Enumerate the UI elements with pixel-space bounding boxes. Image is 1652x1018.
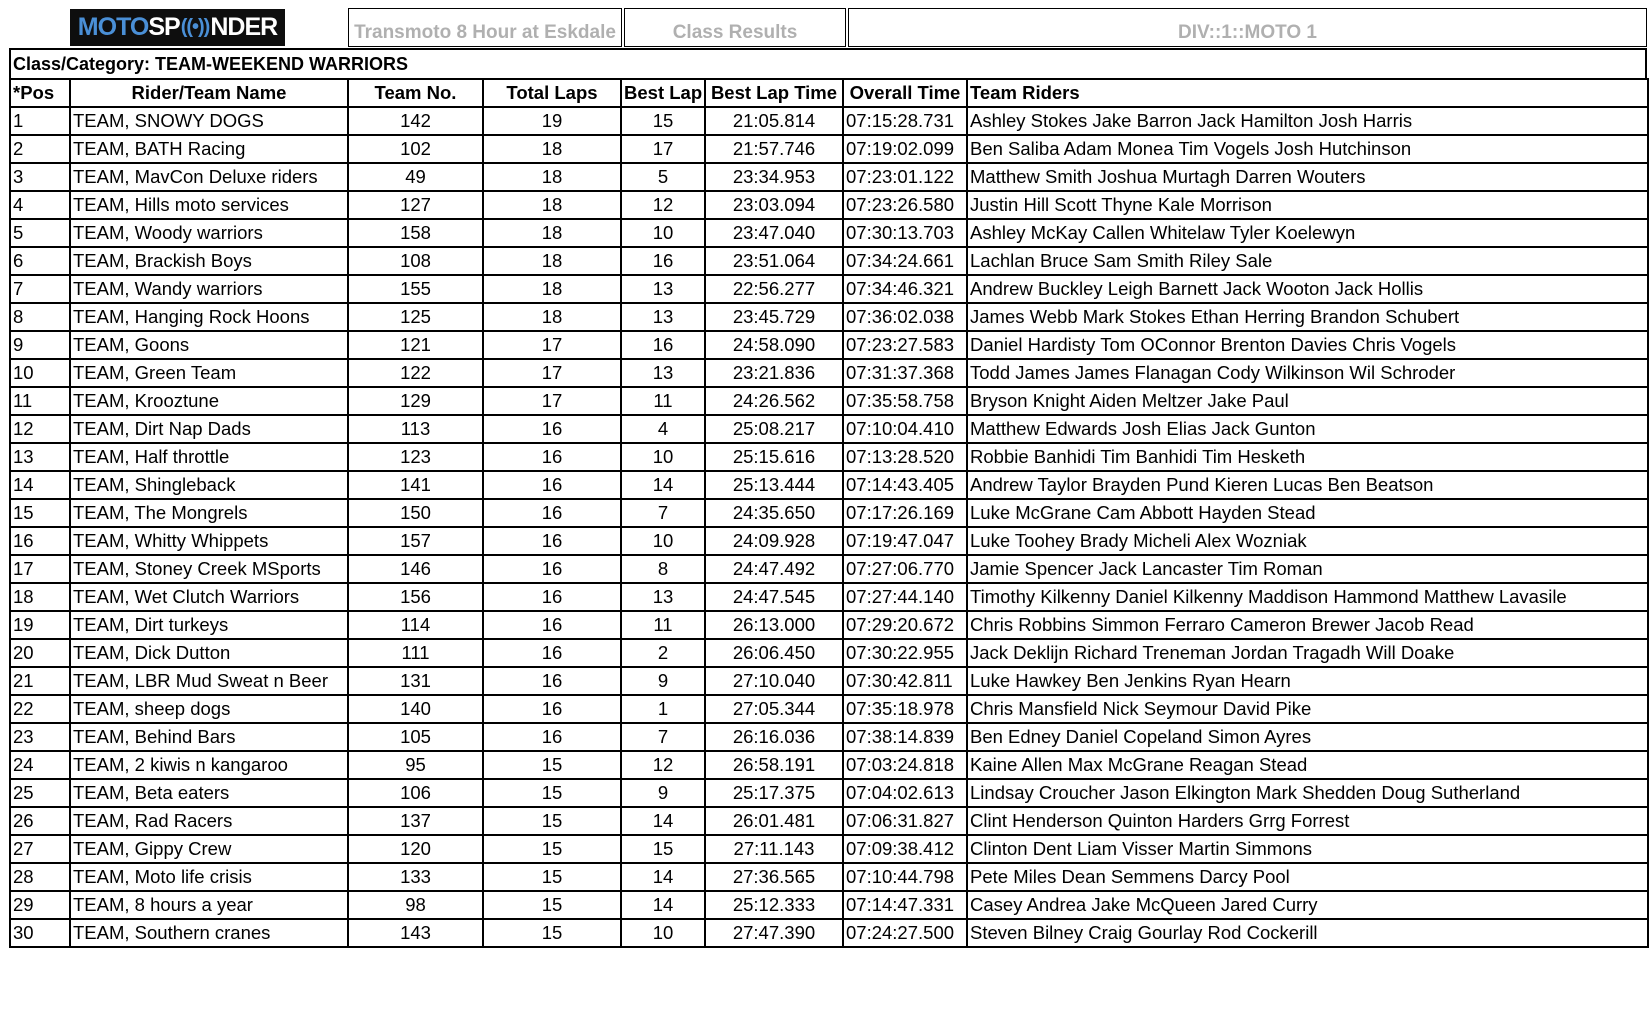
- cell-best-lap: 11: [621, 387, 705, 415]
- cell-best-lap: 13: [621, 583, 705, 611]
- cell-team-name: TEAM, 8 hours a year: [70, 891, 348, 919]
- motosponder-logo: [70, 9, 285, 46]
- cell-team-riders: Ben Edney Daniel Copeland Simon Ayres: [967, 723, 1648, 751]
- cell-pos: 17: [10, 555, 70, 583]
- cell-team-no: 102: [348, 135, 483, 163]
- cell-team-name: TEAM, MavCon Deluxe riders: [70, 163, 348, 191]
- cell-best-lap: 7: [621, 499, 705, 527]
- table-row: [10, 807, 1648, 835]
- cell-overall-time: 07:04:02.613: [843, 779, 967, 807]
- cell-team-name: TEAM, Green Team: [70, 359, 348, 387]
- cell-team-name: TEAM, Krooztune: [70, 387, 348, 415]
- cell-team-riders: Matthew Smith Joshua Murtagh Darren Wouters: [967, 163, 1648, 191]
- cell-team-no: 141: [348, 471, 483, 499]
- cell-team-no: 140: [348, 695, 483, 723]
- table-row: [10, 695, 1648, 723]
- cell-team-no: 131: [348, 667, 483, 695]
- cell-pos: 7: [10, 275, 70, 303]
- cell-team-riders: Ben Saliba Adam Monea Tim Vogels Josh Hutchinson: [967, 135, 1648, 163]
- division-title: DIV::1::MOTO 1: [1178, 22, 1317, 43]
- cell-team-no: 137: [348, 807, 483, 835]
- cell-overall-time: 07:30:42.811: [843, 667, 967, 695]
- cell-team-riders: Daniel Hardisty Tom OConnor Brenton Davies Chris Vogels: [967, 331, 1648, 359]
- cell-overall-time: 07:35:58.758: [843, 387, 967, 415]
- cell-overall-time: 07:17:26.169: [843, 499, 967, 527]
- cell-team-no: 150: [348, 499, 483, 527]
- cell-pos: 1: [10, 107, 70, 135]
- cell-total-laps: 16: [483, 695, 621, 723]
- col-team-riders: Team Riders: [967, 79, 1648, 107]
- cell-team-no: 155: [348, 275, 483, 303]
- cell-overall-time: 07:14:43.405: [843, 471, 967, 499]
- event-title: Transmoto 8 Hour at Eskdale: [354, 22, 616, 43]
- table-row: [10, 163, 1648, 191]
- cell-overall-time: 07:09:38.412: [843, 835, 967, 863]
- cell-team-riders: Lindsay Croucher Jason Elkington Mark Shedden Doug Sutherland: [967, 779, 1648, 807]
- cell-overall-time: 07:36:02.038: [843, 303, 967, 331]
- cell-best-lap: 14: [621, 863, 705, 891]
- cell-total-laps: 16: [483, 639, 621, 667]
- cell-best-lap: 10: [621, 443, 705, 471]
- cell-best-lap-time: 27:36.565: [705, 863, 843, 891]
- cell-team-name: TEAM, The Mongrels: [70, 499, 348, 527]
- table-row: [10, 499, 1648, 527]
- cell-team-name: TEAM, Beta eaters: [70, 779, 348, 807]
- cell-team-name: TEAM, Goons: [70, 331, 348, 359]
- cell-pos: 23: [10, 723, 70, 751]
- cell-overall-time: 07:06:31.827: [843, 807, 967, 835]
- cell-team-riders: Luke McGrane Cam Abbott Hayden Stead: [967, 499, 1648, 527]
- cell-best-lap-time: 27:47.390: [705, 919, 843, 947]
- cell-team-name: TEAM, SNOWY DOGS: [70, 107, 348, 135]
- cell-pos: 9: [10, 331, 70, 359]
- cell-team-riders: Justin Hill Scott Thyne Kale Morrison: [967, 191, 1648, 219]
- cell-team-riders: Pete Miles Dean Semmens Darcy Pool: [967, 863, 1648, 891]
- cell-team-riders: Timothy Kilkenny Daniel Kilkenny Maddison Hammond Matthew Lavasile: [967, 583, 1648, 611]
- cell-best-lap: 8: [621, 555, 705, 583]
- cell-team-no: 114: [348, 611, 483, 639]
- col-best-lap-time: Best Lap Time: [705, 79, 843, 107]
- cell-team-no: 98: [348, 891, 483, 919]
- cell-team-no: 129: [348, 387, 483, 415]
- cell-team-name: TEAM, Whitty Whippets: [70, 527, 348, 555]
- cell-team-name: TEAM, Wandy warriors: [70, 275, 348, 303]
- cell-pos: 2: [10, 135, 70, 163]
- table-row: [10, 303, 1648, 331]
- table-row: [10, 359, 1648, 387]
- cell-overall-time: 07:14:47.331: [843, 891, 967, 919]
- cell-team-name: TEAM, Moto life crisis: [70, 863, 348, 891]
- cell-team-no: 127: [348, 191, 483, 219]
- cell-best-lap: 13: [621, 275, 705, 303]
- cell-team-name: TEAM, 2 kiwis n kangaroo: [70, 751, 348, 779]
- cell-total-laps: 18: [483, 163, 621, 191]
- table-row: [10, 583, 1648, 611]
- cell-pos: 24: [10, 751, 70, 779]
- table-row: [10, 723, 1648, 751]
- cell-total-laps: 15: [483, 891, 621, 919]
- cell-team-no: 123: [348, 443, 483, 471]
- cell-best-lap: 10: [621, 919, 705, 947]
- col-best-lap: Best Lap: [621, 79, 705, 107]
- cell-team-no: 157: [348, 527, 483, 555]
- cell-total-laps: 16: [483, 667, 621, 695]
- cell-pos: 10: [10, 359, 70, 387]
- cell-pos: 21: [10, 667, 70, 695]
- cell-team-name: TEAM, Hills moto services: [70, 191, 348, 219]
- cell-team-no: 125: [348, 303, 483, 331]
- cell-overall-time: 07:19:02.099: [843, 135, 967, 163]
- cell-team-no: 106: [348, 779, 483, 807]
- cell-total-laps: 17: [483, 359, 621, 387]
- cell-team-no: 158: [348, 219, 483, 247]
- cell-best-lap: 12: [621, 751, 705, 779]
- cell-best-lap-time: 26:06.450: [705, 639, 843, 667]
- class-category-label: Class/Category: TEAM-WEEKEND WARRIORS: [9, 48, 1647, 78]
- cell-best-lap: 7: [621, 723, 705, 751]
- cell-total-laps: 15: [483, 835, 621, 863]
- cell-overall-time: 07:30:22.955: [843, 639, 967, 667]
- report-title: Class Results: [672, 22, 798, 43]
- cell-team-riders: Bryson Knight Aiden Meltzer Jake Paul: [967, 387, 1648, 415]
- cell-team-no: 133: [348, 863, 483, 891]
- cell-best-lap-time: 25:17.375: [705, 779, 843, 807]
- cell-best-lap-time: 26:58.191: [705, 751, 843, 779]
- cell-total-laps: 15: [483, 863, 621, 891]
- cell-overall-time: 07:27:44.140: [843, 583, 967, 611]
- cell-overall-time: 07:13:28.520: [843, 443, 967, 471]
- cell-team-name: TEAM, BATH Racing: [70, 135, 348, 163]
- logo-text-moto: MOTO: [77, 13, 149, 41]
- cell-pos: 13: [10, 443, 70, 471]
- cell-pos: 12: [10, 415, 70, 443]
- table-row: [10, 527, 1648, 555]
- cell-pos: 11: [10, 387, 70, 415]
- cell-best-lap: 14: [621, 891, 705, 919]
- cell-total-laps: 16: [483, 611, 621, 639]
- cell-team-riders: Luke Toohey Brady Micheli Alex Wozniak: [967, 527, 1648, 555]
- cell-best-lap: 14: [621, 471, 705, 499]
- cell-best-lap: 9: [621, 667, 705, 695]
- cell-overall-time: 07:15:28.731: [843, 107, 967, 135]
- cell-team-no: 143: [348, 919, 483, 947]
- cell-best-lap: 2: [621, 639, 705, 667]
- cell-team-riders: Chris Robbins Simmon Ferraro Cameron Brewer Jacob Read: [967, 611, 1648, 639]
- cell-team-name: TEAM, Wet Clutch Warriors: [70, 583, 348, 611]
- event-title-cell: [348, 8, 622, 47]
- cell-best-lap-time: 24:47.492: [705, 555, 843, 583]
- division-cell: [848, 8, 1647, 47]
- cell-total-laps: 18: [483, 135, 621, 163]
- cell-team-riders: Luke Hawkey Ben Jenkins Ryan Hearn: [967, 667, 1648, 695]
- cell-team-no: 95: [348, 751, 483, 779]
- cell-best-lap-time: 21:05.814: [705, 107, 843, 135]
- cell-overall-time: 07:29:20.672: [843, 611, 967, 639]
- cell-team-name: TEAM, Shingleback: [70, 471, 348, 499]
- cell-total-laps: 15: [483, 919, 621, 947]
- cell-team-no: 142: [348, 107, 483, 135]
- cell-overall-time: 07:34:24.661: [843, 247, 967, 275]
- table-row: [10, 919, 1648, 947]
- cell-best-lap: 5: [621, 163, 705, 191]
- cell-best-lap: 10: [621, 219, 705, 247]
- table-row: [10, 107, 1648, 135]
- table-row: [10, 191, 1648, 219]
- cell-team-no: 108: [348, 247, 483, 275]
- cell-total-laps: 16: [483, 443, 621, 471]
- cell-best-lap-time: 23:21.836: [705, 359, 843, 387]
- cell-team-riders: Robbie Banhidi Tim Banhidi Tim Hesketh: [967, 443, 1648, 471]
- col-total-laps: Total Laps: [483, 79, 621, 107]
- cell-best-lap-time: 25:08.217: [705, 415, 843, 443]
- cell-pos: 25: [10, 779, 70, 807]
- cell-pos: 16: [10, 527, 70, 555]
- cell-best-lap-time: 26:01.481: [705, 807, 843, 835]
- cell-overall-time: 07:38:14.839: [843, 723, 967, 751]
- table-row: [10, 835, 1648, 863]
- cell-overall-time: 07:34:46.321: [843, 275, 967, 303]
- cell-team-riders: Andrew Taylor Brayden Pund Kieren Lucas Ben Beatson: [967, 471, 1648, 499]
- cell-best-lap-time: 23:51.064: [705, 247, 843, 275]
- cell-best-lap-time: 26:13.000: [705, 611, 843, 639]
- cell-team-riders: Clint Henderson Quinton Harders Grrg Forrest: [967, 807, 1648, 835]
- cell-overall-time: 07:23:26.580: [843, 191, 967, 219]
- cell-best-lap: 10: [621, 527, 705, 555]
- cell-overall-time: 07:10:44.798: [843, 863, 967, 891]
- col-team-no: Team No.: [348, 79, 483, 107]
- cell-overall-time: 07:03:24.818: [843, 751, 967, 779]
- table-row: [10, 443, 1648, 471]
- cell-pos: 4: [10, 191, 70, 219]
- cell-pos: 27: [10, 835, 70, 863]
- cell-best-lap-time: 25:12.333: [705, 891, 843, 919]
- table-row: [10, 639, 1648, 667]
- cell-team-name: TEAM, LBR Mud Sweat n Beer: [70, 667, 348, 695]
- cell-best-lap: 15: [621, 835, 705, 863]
- cell-pos: 5: [10, 219, 70, 247]
- table-row: [10, 863, 1648, 891]
- col-pos: *Pos: [10, 79, 70, 107]
- table-row: [10, 779, 1648, 807]
- cell-pos: 29: [10, 891, 70, 919]
- table-row: [10, 135, 1648, 163]
- logo-text-nder: NDER: [210, 13, 278, 41]
- cell-total-laps: 17: [483, 331, 621, 359]
- cell-best-lap: 15: [621, 107, 705, 135]
- cell-team-name: TEAM, sheep dogs: [70, 695, 348, 723]
- cell-pos: 28: [10, 863, 70, 891]
- cell-best-lap: 4: [621, 415, 705, 443]
- cell-team-no: 49: [348, 163, 483, 191]
- cell-overall-time: 07:24:27.500: [843, 919, 967, 947]
- cell-team-name: TEAM, Gippy Crew: [70, 835, 348, 863]
- cell-best-lap-time: 21:57.746: [705, 135, 843, 163]
- cell-team-riders: Chris Mansfield Nick Seymour David Pike: [967, 695, 1648, 723]
- cell-pos: 20: [10, 639, 70, 667]
- table-row: [10, 751, 1648, 779]
- cell-best-lap: 17: [621, 135, 705, 163]
- cell-best-lap: 16: [621, 331, 705, 359]
- cell-team-riders: Todd James James Flanagan Cody Wilkinson Wil Schroder: [967, 359, 1648, 387]
- cell-team-riders: Jamie Spencer Jack Lancaster Tim Roman: [967, 555, 1648, 583]
- cell-pos: 19: [10, 611, 70, 639]
- col-overall-time: Overall Time: [843, 79, 967, 107]
- cell-pos: 8: [10, 303, 70, 331]
- cell-total-laps: 16: [483, 471, 621, 499]
- cell-best-lap-time: 23:47.040: [705, 219, 843, 247]
- cell-team-riders: Jack Deklijn Richard Treneman Jordan Tragadh Will Doake: [967, 639, 1648, 667]
- table-row: [10, 555, 1648, 583]
- cell-pos: 6: [10, 247, 70, 275]
- cell-total-laps: 18: [483, 275, 621, 303]
- logo-text-sp: SP: [148, 13, 180, 41]
- cell-pos: 15: [10, 499, 70, 527]
- cell-best-lap-time: 24:47.545: [705, 583, 843, 611]
- cell-team-no: 122: [348, 359, 483, 387]
- cell-total-laps: 15: [483, 751, 621, 779]
- cell-team-name: TEAM, Dirt turkeys: [70, 611, 348, 639]
- results-table: [9, 78, 1649, 948]
- logo-cell: [70, 8, 349, 47]
- cell-total-laps: 16: [483, 499, 621, 527]
- cell-total-laps: 16: [483, 723, 621, 751]
- cell-pos: 22: [10, 695, 70, 723]
- table-row: [10, 471, 1648, 499]
- cell-total-laps: 16: [483, 415, 621, 443]
- table-row: [10, 219, 1648, 247]
- cell-overall-time: 07:31:37.368: [843, 359, 967, 387]
- cell-total-laps: 18: [483, 303, 621, 331]
- cell-team-riders: Lachlan Bruce Sam Smith Riley Sale: [967, 247, 1648, 275]
- cell-best-lap-time: 27:05.344: [705, 695, 843, 723]
- cell-overall-time: 07:23:27.583: [843, 331, 967, 359]
- cell-best-lap: 13: [621, 303, 705, 331]
- cell-best-lap-time: 25:13.444: [705, 471, 843, 499]
- cell-team-no: 146: [348, 555, 483, 583]
- cell-team-riders: Steven Bilney Craig Gourlay Rod Cockerill: [967, 919, 1648, 947]
- cell-best-lap: 16: [621, 247, 705, 275]
- table-row: [10, 331, 1648, 359]
- cell-team-riders: James Webb Mark Stokes Ethan Herring Brandon Schubert: [967, 303, 1648, 331]
- cell-team-no: 105: [348, 723, 483, 751]
- cell-total-laps: 18: [483, 247, 621, 275]
- cell-team-name: TEAM, Southern cranes: [70, 919, 348, 947]
- cell-overall-time: 07:30:13.703: [843, 219, 967, 247]
- cell-team-riders: Kaine Allen Max McGrane Reagan Stead: [967, 751, 1648, 779]
- cell-best-lap-time: 24:58.090: [705, 331, 843, 359]
- cell-team-name: TEAM, Rad Racers: [70, 807, 348, 835]
- cell-best-lap-time: 26:16.036: [705, 723, 843, 751]
- cell-team-no: 113: [348, 415, 483, 443]
- col-team-name: Rider/Team Name: [70, 79, 348, 107]
- cell-best-lap-time: 24:09.928: [705, 527, 843, 555]
- signal-icon: ((•)): [180, 16, 210, 38]
- table-row: [10, 611, 1648, 639]
- cell-best-lap: 11: [621, 611, 705, 639]
- table-row: [10, 415, 1648, 443]
- cell-team-riders: Casey Andrea Jake McQueen Jared Curry: [967, 891, 1648, 919]
- cell-team-name: TEAM, Stoney Creek MSports: [70, 555, 348, 583]
- cell-best-lap-time: 24:35.650: [705, 499, 843, 527]
- cell-best-lap-time: 27:10.040: [705, 667, 843, 695]
- report-title-cell: [624, 8, 846, 47]
- cell-best-lap-time: 24:26.562: [705, 387, 843, 415]
- cell-team-riders: Andrew Buckley Leigh Barnett Jack Wooton Jack Hollis: [967, 275, 1648, 303]
- cell-pos: 18: [10, 583, 70, 611]
- table-row: [10, 387, 1648, 415]
- cell-team-name: TEAM, Woody warriors: [70, 219, 348, 247]
- cell-best-lap: 9: [621, 779, 705, 807]
- cell-total-laps: 17: [483, 387, 621, 415]
- cell-team-name: TEAM, Behind Bars: [70, 723, 348, 751]
- table-header-row: [10, 79, 1648, 107]
- cell-total-laps: 15: [483, 807, 621, 835]
- table-row: [10, 891, 1648, 919]
- cell-team-name: TEAM, Hanging Rock Hoons: [70, 303, 348, 331]
- cell-pos: 26: [10, 807, 70, 835]
- cell-team-riders: Matthew Edwards Josh Elias Jack Gunton: [967, 415, 1648, 443]
- cell-best-lap-time: 25:15.616: [705, 443, 843, 471]
- cell-total-laps: 18: [483, 219, 621, 247]
- cell-overall-time: 07:19:47.047: [843, 527, 967, 555]
- cell-total-laps: 16: [483, 527, 621, 555]
- cell-total-laps: 15: [483, 779, 621, 807]
- cell-team-riders: Clinton Dent Liam Visser Martin Simmons: [967, 835, 1648, 863]
- table-row: [10, 667, 1648, 695]
- cell-overall-time: 07:27:06.770: [843, 555, 967, 583]
- cell-best-lap: 14: [621, 807, 705, 835]
- cell-team-no: 111: [348, 639, 483, 667]
- cell-team-riders: Ashley Stokes Jake Barron Jack Hamilton Josh Harris: [967, 107, 1648, 135]
- table-row: [10, 275, 1648, 303]
- cell-total-laps: 18: [483, 191, 621, 219]
- cell-total-laps: 16: [483, 555, 621, 583]
- cell-overall-time: 07:10:04.410: [843, 415, 967, 443]
- cell-overall-time: 07:35:18.978: [843, 695, 967, 723]
- cell-team-name: TEAM, Dirt Nap Dads: [70, 415, 348, 443]
- cell-team-no: 156: [348, 583, 483, 611]
- cell-best-lap-time: 27:11.143: [705, 835, 843, 863]
- cell-best-lap: 12: [621, 191, 705, 219]
- cell-best-lap-time: 22:56.277: [705, 275, 843, 303]
- cell-team-riders: Ashley McKay Callen Whitelaw Tyler Koelewyn: [967, 219, 1648, 247]
- cell-total-laps: 16: [483, 583, 621, 611]
- cell-team-no: 120: [348, 835, 483, 863]
- cell-team-name: TEAM, Dick Dutton: [70, 639, 348, 667]
- cell-team-name: TEAM, Brackish Boys: [70, 247, 348, 275]
- cell-best-lap-time: 23:03.094: [705, 191, 843, 219]
- cell-pos: 3: [10, 163, 70, 191]
- cell-best-lap: 13: [621, 359, 705, 387]
- cell-best-lap-time: 23:45.729: [705, 303, 843, 331]
- cell-total-laps: 19: [483, 107, 621, 135]
- cell-pos: 14: [10, 471, 70, 499]
- cell-team-name: TEAM, Half throttle: [70, 443, 348, 471]
- cell-overall-time: 07:23:01.122: [843, 163, 967, 191]
- table-row: [10, 247, 1648, 275]
- cell-best-lap-time: 23:34.953: [705, 163, 843, 191]
- cell-team-no: 121: [348, 331, 483, 359]
- cell-best-lap: 1: [621, 695, 705, 723]
- cell-pos: 30: [10, 919, 70, 947]
